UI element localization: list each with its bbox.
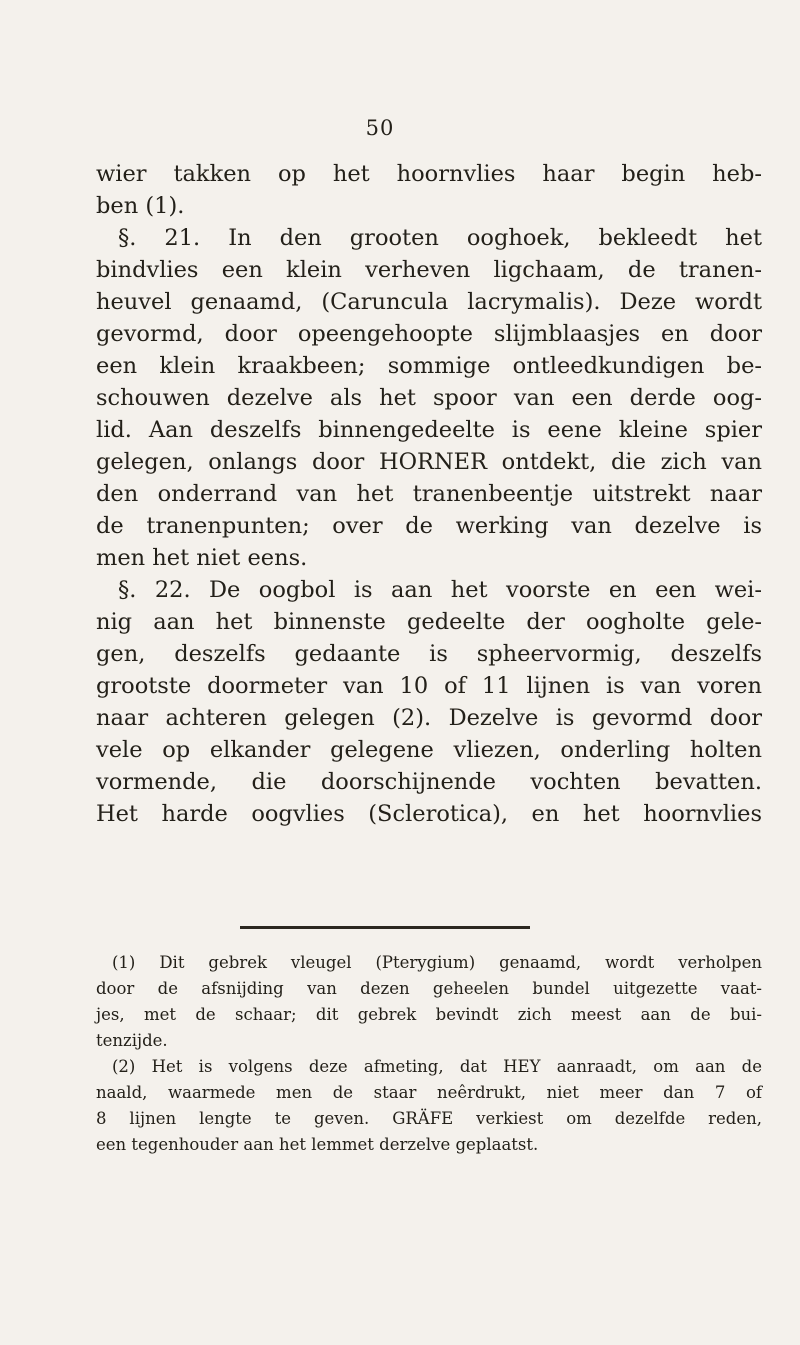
text-line: naar achteren gelegen (2). Dezelve is gevormd door	[96, 705, 762, 731]
text-line: gen, deszelfs gedaante is spheervormig, deszelfs	[96, 641, 762, 667]
text-line: lid. Aan deszelfs binnengedeelte is eene kleine spier	[96, 417, 762, 443]
text-line: §. 22. De oogbol is aan het voorste en een wei-	[118, 577, 762, 603]
text-line: gevormd, door opeengehoopte slijmblaasjes en door	[96, 321, 762, 347]
footnotes	[96, 950, 762, 1158]
text-line: vormende, die doorschijnende vochten bevatten.	[96, 769, 762, 795]
text-line: den onderrand van het tranenbeentje uitstrekt naar	[96, 481, 762, 507]
footnote-line: door de afsnijding van dezen geheelen bundel uitgezette vaat-	[96, 979, 762, 998]
text-line: gelegen, onlangs door HORNER ontdekt, die zich van	[96, 449, 762, 475]
text-line: §. 21. In den grooten ooghoek, bekleedt het	[118, 225, 762, 251]
footnote-line: 8 lijnen lengte te geven. GRÄFE verkiest om dezelfde reden,	[96, 1109, 762, 1128]
body-text	[96, 158, 762, 830]
text-line: een klein kraakbeen; sommige ontleedkundigen be-	[96, 353, 762, 379]
footnote-line: een tegenhouder aan het lemmet derzelve geplaatst.	[96, 1135, 539, 1154]
text-line: bindvlies een klein verheven ligchaam, de tranen-	[96, 257, 762, 283]
text-line: nig aan het binnenste gedeelte der oogholte gele-	[96, 609, 762, 635]
footnote-line: tenzijde.	[96, 1031, 168, 1050]
text-line: heuvel genaamd, (Caruncula lacrymalis). Deze wordt	[96, 289, 762, 315]
page-number: 50	[365, 116, 395, 140]
text-line: Het harde oogvlies (Sclerotica), en het hoornvlies	[96, 801, 762, 827]
text-line: schouwen dezelve als het spoor van een derde oog-	[96, 385, 762, 411]
footnote-line: (1) Dit gebrek vleugel (Pterygium) genaamd, wordt verholpen	[112, 953, 762, 972]
text-line: ben (1).	[96, 193, 185, 219]
footnote-line: jes, met de schaar; dit gebrek bevindt zich meest aan de bui-	[96, 1005, 762, 1024]
footnote-line: (2) Het is volgens deze afmeting, dat HEY aanraadt, om aan de	[112, 1057, 762, 1076]
text-line: men het niet eens.	[96, 545, 308, 571]
text-line: de tranenpunten; over de werking van dezelve is	[96, 513, 762, 539]
text-line: grootste doormeter van 10 of 11 lijnen is van voren	[96, 673, 762, 699]
footnote-divider	[240, 926, 530, 929]
text-line: wier takken op het hoornvlies haar begin heb-	[96, 161, 762, 187]
text-line: vele op elkander gelegene vliezen, onderling holten	[96, 737, 762, 763]
footnote-line: naald, waarmede men de staar neêrdrukt, niet meer dan 7 of	[96, 1083, 762, 1102]
